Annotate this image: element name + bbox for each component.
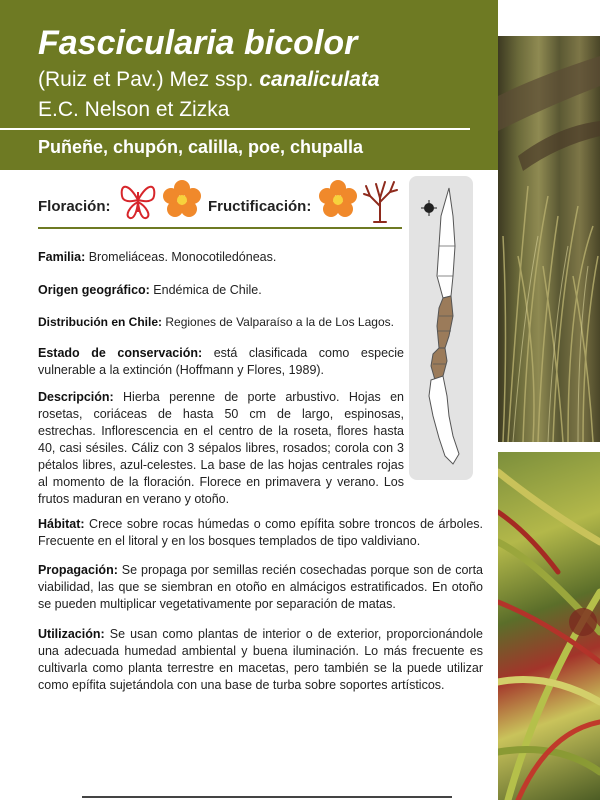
butterfly-icon — [118, 178, 158, 227]
descripcion-paragraph — [38, 389, 404, 508]
distribucion-text: Regiones de Valparaíso a la de Los Lagos. — [162, 315, 394, 329]
tree-icon — [360, 176, 400, 229]
phenology-divider — [38, 227, 402, 229]
distribucion-paragraph — [38, 314, 404, 331]
header-divider — [0, 128, 470, 130]
familia-label: Familia: — [38, 250, 86, 264]
plant-photo — [498, 452, 600, 800]
familia-text: Bromeliáceas. Monocotiledóneas. — [85, 250, 277, 264]
fruiting-label: Fructificación: — [208, 198, 312, 215]
origen-text: Endémica de Chile. — [149, 283, 262, 297]
grass-photo-illustration — [498, 36, 600, 442]
estado-label: Estado de conservación: — [38, 346, 203, 360]
utilizacion-label: Utilización: — [38, 627, 105, 641]
header-band — [0, 0, 498, 170]
habitat-text: Crece sobre rocas húmedas o como epífita sobre troncos de árboles. Frecuente en el litoral y en los bosques templados de tipo valdiviano. — [38, 517, 483, 548]
species-title: Fascicularia bicolor — [38, 24, 358, 62]
habitat-photo — [498, 36, 600, 442]
phenology-row — [38, 176, 402, 226]
estado-text: está clasificada como especie vulnerable a la extinción (Hoffmann y Flores, 1989). — [38, 346, 405, 377]
authors-line: E.C. Nelson et Zizka — [38, 98, 230, 121]
familia-paragraph — [38, 249, 404, 266]
chile-map-illustration — [409, 176, 473, 480]
descripcion-label: Descripción: — [38, 390, 114, 404]
utilizacion-paragraph — [38, 626, 483, 694]
author-prefix: (Ruiz et Pav.) Mez ssp. — [38, 68, 260, 91]
flowering-label: Floración: — [38, 198, 111, 215]
common-names: Puñeñe, chupón, calilla, poe, chupalla — [38, 137, 364, 157]
propagacion-text: Se propaga por semillas recién cosechadas porque son de corta viabilidad, las que se siembran en otoño en almácigos estratificados. En otoño se pueden multiplicar vegetativamente por separación de matas. — [38, 563, 483, 611]
origen-label: Origen geográfico: — [38, 283, 150, 297]
propagacion-paragraph — [38, 562, 483, 613]
propagacion-label: Propagación: — [38, 563, 118, 577]
habitat-paragraph — [38, 516, 483, 550]
habitat-label: Hábitat: — [38, 517, 85, 531]
descripcion-text: Hierba perenne de porte arbustivo. Hojas en rosetas, coriáceas de hasta 50 cm de largo, espinosas, estrechas. Inflorescencia en el centro de la roseta, flores hasta 40, casi sésiles. Cáliz con 3 sépalos libres, rosados; corola con 3 pétalos libres, azul-celestes. La base de las hojas centrales rojas al momento de la floración. Florece en primavera y verano. Los frutos maduran en verano y otoño. — [38, 390, 404, 506]
leaves-photo-illustration — [498, 452, 600, 800]
estado-paragraph — [38, 345, 404, 379]
author-line — [38, 68, 380, 92]
subspecies-name: canaliculata — [259, 68, 380, 91]
flower-icon — [162, 178, 202, 227]
footer-divider — [82, 796, 452, 798]
utilizacion-text: Se usan como plantas de interior o de exterior, proporcionándole una adecuada humedad ambiental y buena iluminación. Lo más frecuente es cultivarla como planta terrestre en macetas, pero también se la puede utilizar como epífita sujetándola con una base de turba sobre soportes artísticos. — [38, 627, 483, 692]
distribucion-label: Distribución en Chile: — [38, 315, 163, 329]
chile-distribution-map — [409, 176, 473, 480]
flower-icon — [318, 178, 358, 227]
origen-paragraph — [38, 282, 404, 299]
